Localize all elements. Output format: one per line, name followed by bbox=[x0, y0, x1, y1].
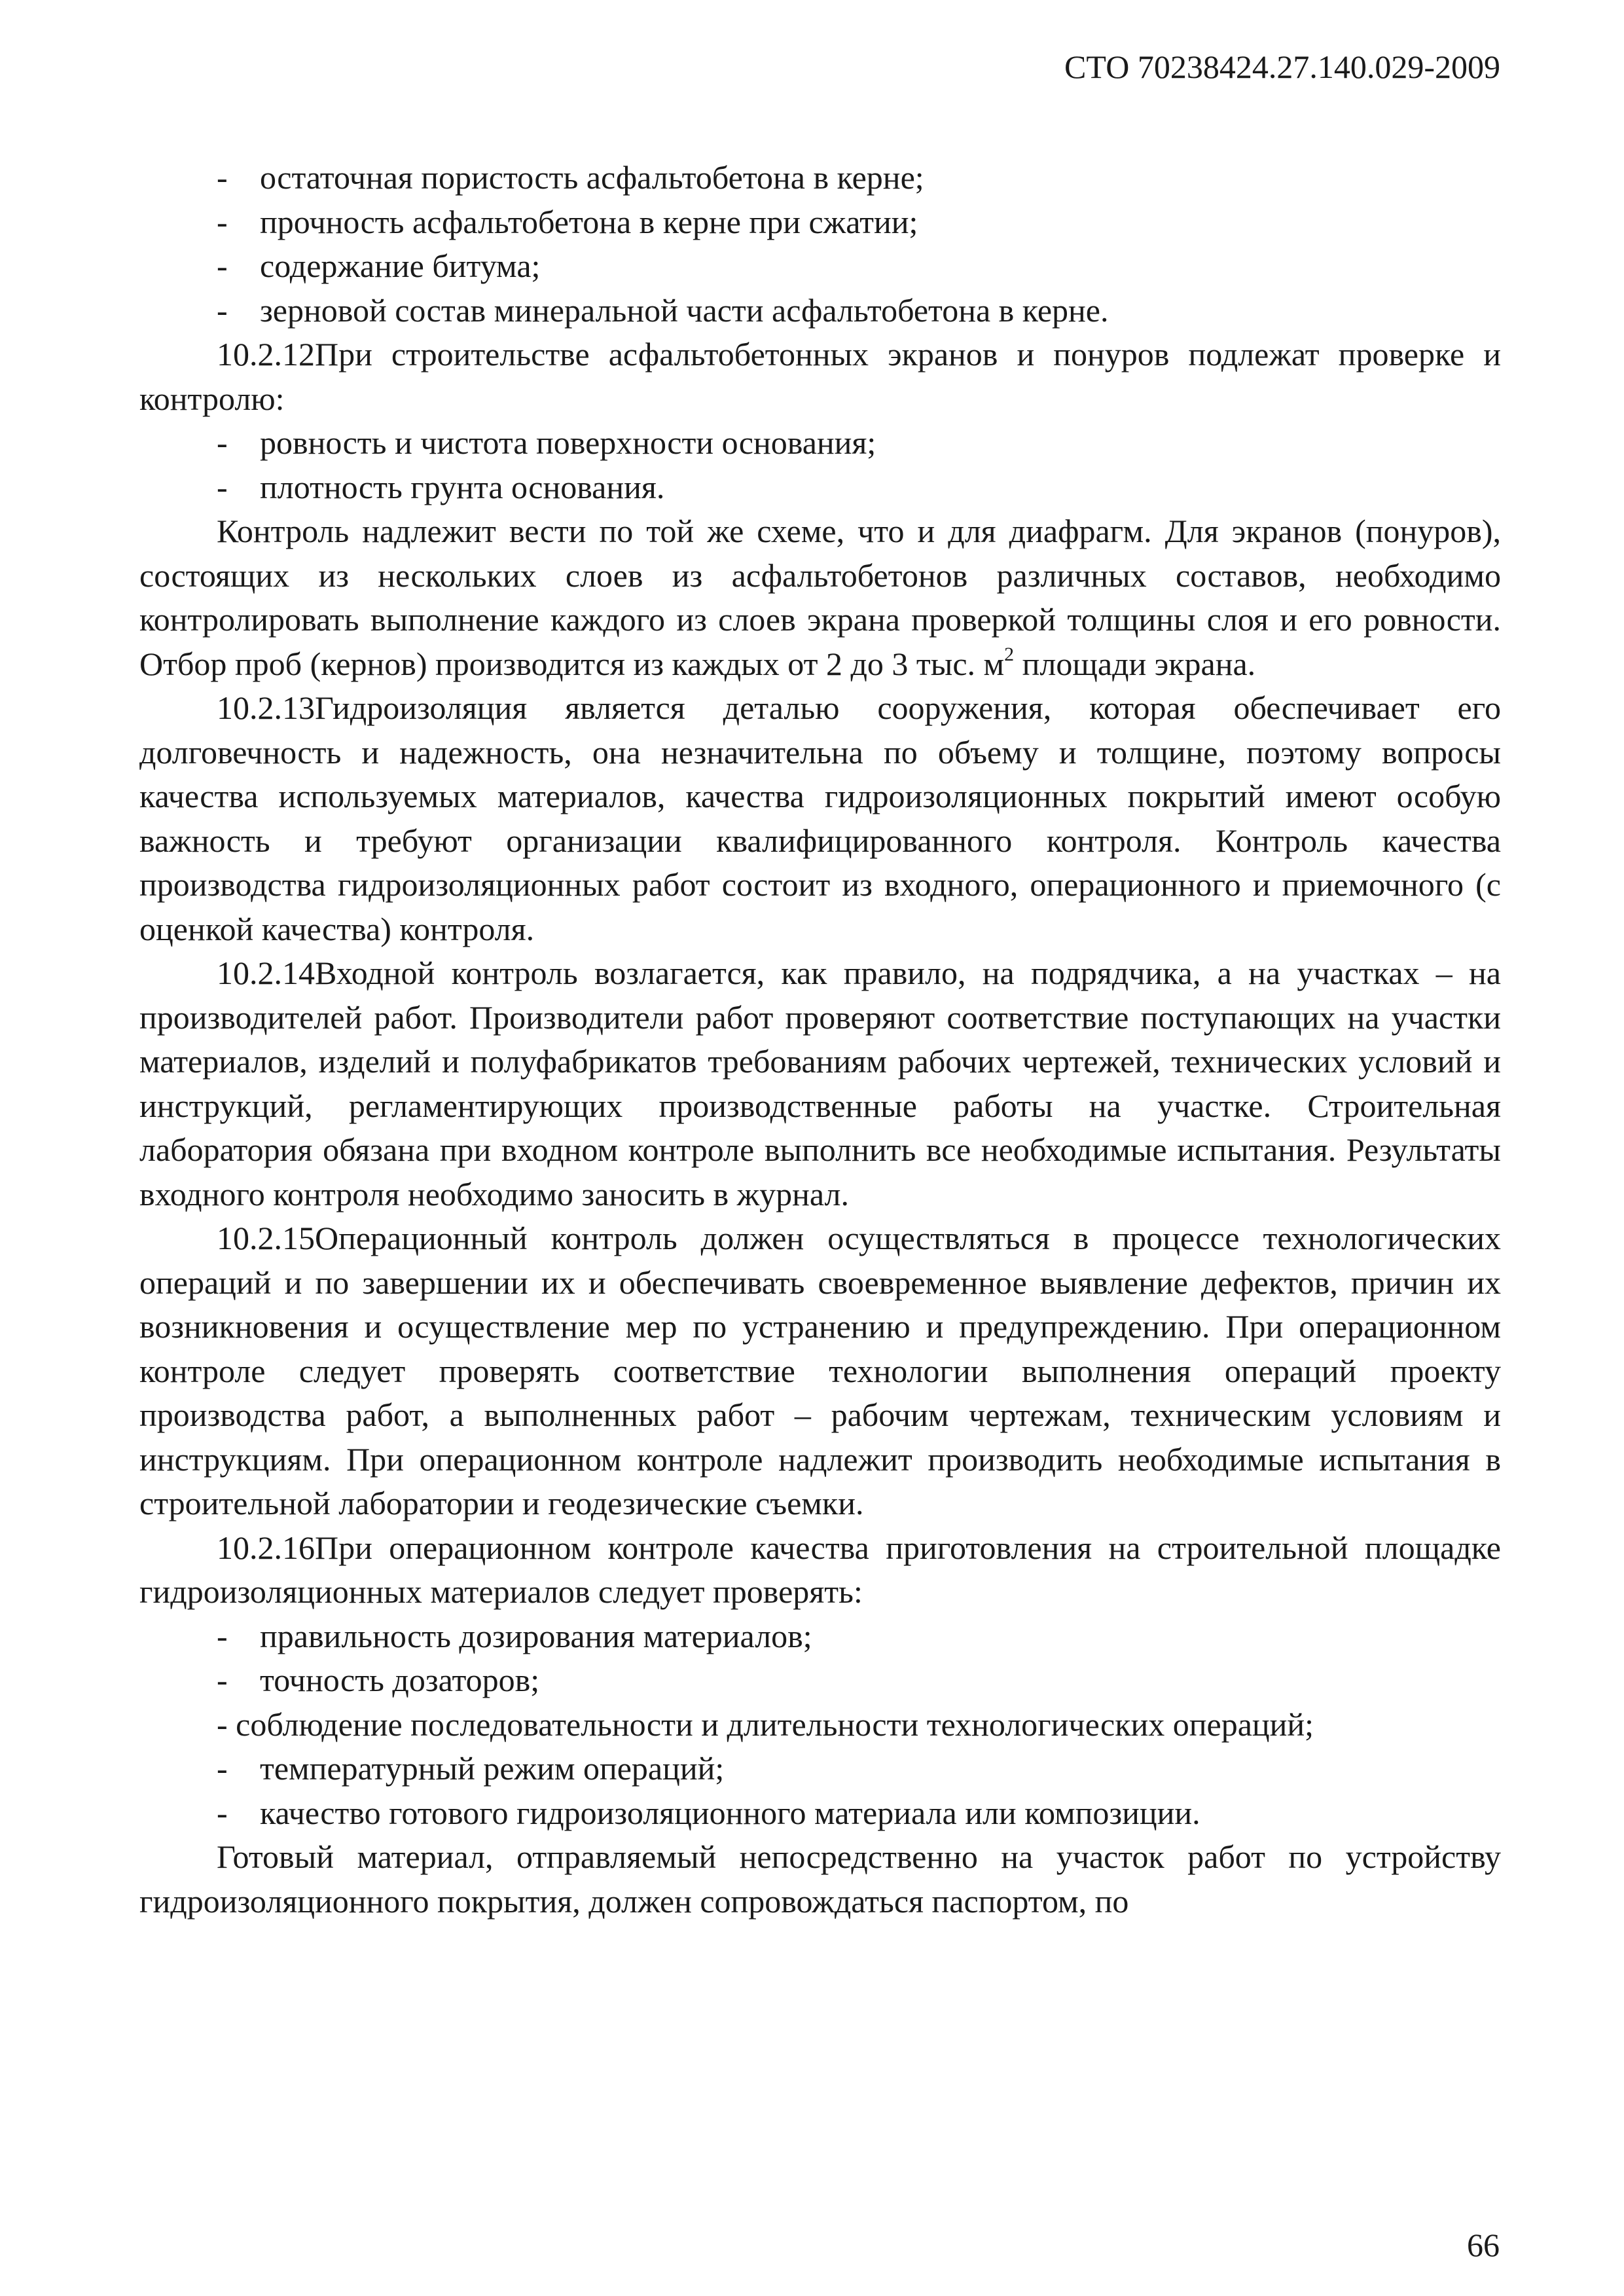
paragraph-text: Операционный контроль должен осуществляться в процессе технологических операций и по завершении их и обеспечивать своевременное выявление дефектов, причин их возникновения и осуществление мер по устранению и предупреждению. При операционном контроле следует проверять соответствие технологии выполнения операций проекту производства работ, а выполненных работ – рабочим чертежам, техническим условиям и инструкциям. При операционном контроле надлежит производить необходимые испытания в строительной лаборатории и геодезические съемки. bbox=[139, 1220, 1501, 1522]
list-dash: - bbox=[217, 1705, 236, 1743]
paragraph-text-end: площади экрана. bbox=[1014, 645, 1256, 682]
clause-number: 10.2.13 bbox=[217, 689, 315, 726]
clause-number: 10.2.15 bbox=[217, 1220, 315, 1256]
list-item-text: прочность асфальтобетона в керне при сжатии; bbox=[260, 203, 918, 240]
page-number: 66 bbox=[1467, 2227, 1500, 2263]
clause-number: 10.2.14 bbox=[217, 955, 315, 991]
document-code-header: СТО 70238424.27.140.029-2009 bbox=[1064, 48, 1500, 85]
list-item-text: плотность грунта основания. bbox=[260, 468, 665, 505]
paragraph-text: Гидроизоляция является деталью сооружения, которая обеспечивает его долговечность и надежность, она незначительна по объему и толщине, поэтому вопросы качества используемых материалов, качества гидроизоляционных покрытий имеют особую важность и требуют организации квалифицированного контроля. Контроль качества производства гидроизоляционных работ состоит из входного, операционного и приемочного (с оценкой качества) контроля. bbox=[139, 689, 1501, 947]
paragraph-text: Контроль надлежит вести по той же схеме, что и для диафрагм. Для экранов (понуров), состоящих из нескольких слоев из асфальтобетонов различных составов, необходимо контролировать выполнение каждого из слоев экрана проверкой толщины слоя и его ровности. Отбор проб (кернов) производится из каждых от 2 до 3 тыс. м bbox=[139, 513, 1501, 682]
clause-number: 10.2.16 bbox=[217, 1529, 315, 1566]
list-item-text: точность дозаторов; bbox=[260, 1662, 540, 1698]
list-item-text: содержание битума; bbox=[260, 247, 541, 284]
list-dash: - bbox=[217, 1794, 228, 1831]
list-dash: - bbox=[217, 1662, 228, 1698]
list-dash: - bbox=[217, 247, 228, 284]
list-item-text: зерновой состав минеральной части асфальтобетона в керне. bbox=[260, 291, 1109, 329]
list-item bbox=[139, 1791, 1501, 1836]
list-dash: - bbox=[217, 159, 228, 196]
superscript: 2 bbox=[1004, 643, 1015, 665]
document-body bbox=[139, 156, 1501, 1923]
paragraph-control bbox=[139, 509, 1501, 686]
list-item-text: соблюдение последовательности и длительности технологических операций; bbox=[236, 1705, 1314, 1743]
list-dash: - bbox=[217, 468, 228, 505]
list-item bbox=[139, 244, 1501, 289]
list-dash: - bbox=[217, 203, 228, 240]
paragraph-final bbox=[139, 1835, 1501, 1923]
list-item-text: качество готового гидроизоляционного материала или композиции. bbox=[260, 1794, 1200, 1831]
list-item bbox=[139, 289, 1501, 333]
paragraph-10-2-16 bbox=[139, 1526, 1501, 1614]
list-item bbox=[139, 465, 1501, 510]
list-dash: - bbox=[217, 424, 228, 461]
list-dash: - bbox=[217, 1617, 228, 1654]
paragraph-text: Входной контроль возлагается, как правило, на подрядчика, а на участках – на производителей работ. Производители работ проверяют соответствие поступающих на участки материалов, изделий и полуфабрикатов требованиям рабочих чертежей, технических условий и инструкций, регламентирующих производственные работы на участке. Строительная лаборатория обязана при входном контроле выполнить все необходимые испытания. Результаты входного контроля необходимо заносить в журнал. bbox=[139, 955, 1501, 1212]
list-item-text: остаточная пористость асфальтобетона в керне; bbox=[260, 159, 924, 196]
list-item bbox=[139, 156, 1501, 200]
paragraph-10-2-13 bbox=[139, 686, 1501, 951]
paragraph-10-2-15 bbox=[139, 1216, 1501, 1526]
paragraph-text: При операционном контроле качества приготовления на строительной площадке гидроизоляционных материалов следует проверять: bbox=[139, 1529, 1501, 1610]
list-item bbox=[139, 1703, 1501, 1747]
paragraph-10-2-12 bbox=[139, 333, 1501, 421]
list-dash: - bbox=[217, 1750, 228, 1787]
list-item bbox=[139, 1747, 1501, 1791]
clause-number: 10.2.12 bbox=[217, 336, 315, 373]
paragraph-10-2-14 bbox=[139, 951, 1501, 1216]
list-item bbox=[139, 1658, 1501, 1703]
list-dash: - bbox=[217, 291, 228, 329]
list-item-text: ровность и чистота поверхности основания; bbox=[260, 424, 876, 461]
list-item bbox=[139, 200, 1501, 245]
list-item bbox=[139, 421, 1501, 465]
paragraph-text: При строительстве асфальтобетонных экранов и понуров подлежат проверке и контролю: bbox=[139, 336, 1501, 417]
list-item-text: правильность дозирования материалов; bbox=[260, 1617, 812, 1654]
list-item-text: температурный режим операций; bbox=[260, 1750, 725, 1787]
paragraph-text: Готовый материал, отправляемый непосредственно на участок работ по устройству гидроизоляционного покрытия, должен сопровождаться паспортом, по bbox=[139, 1838, 1501, 1920]
list-item bbox=[139, 1614, 1501, 1659]
